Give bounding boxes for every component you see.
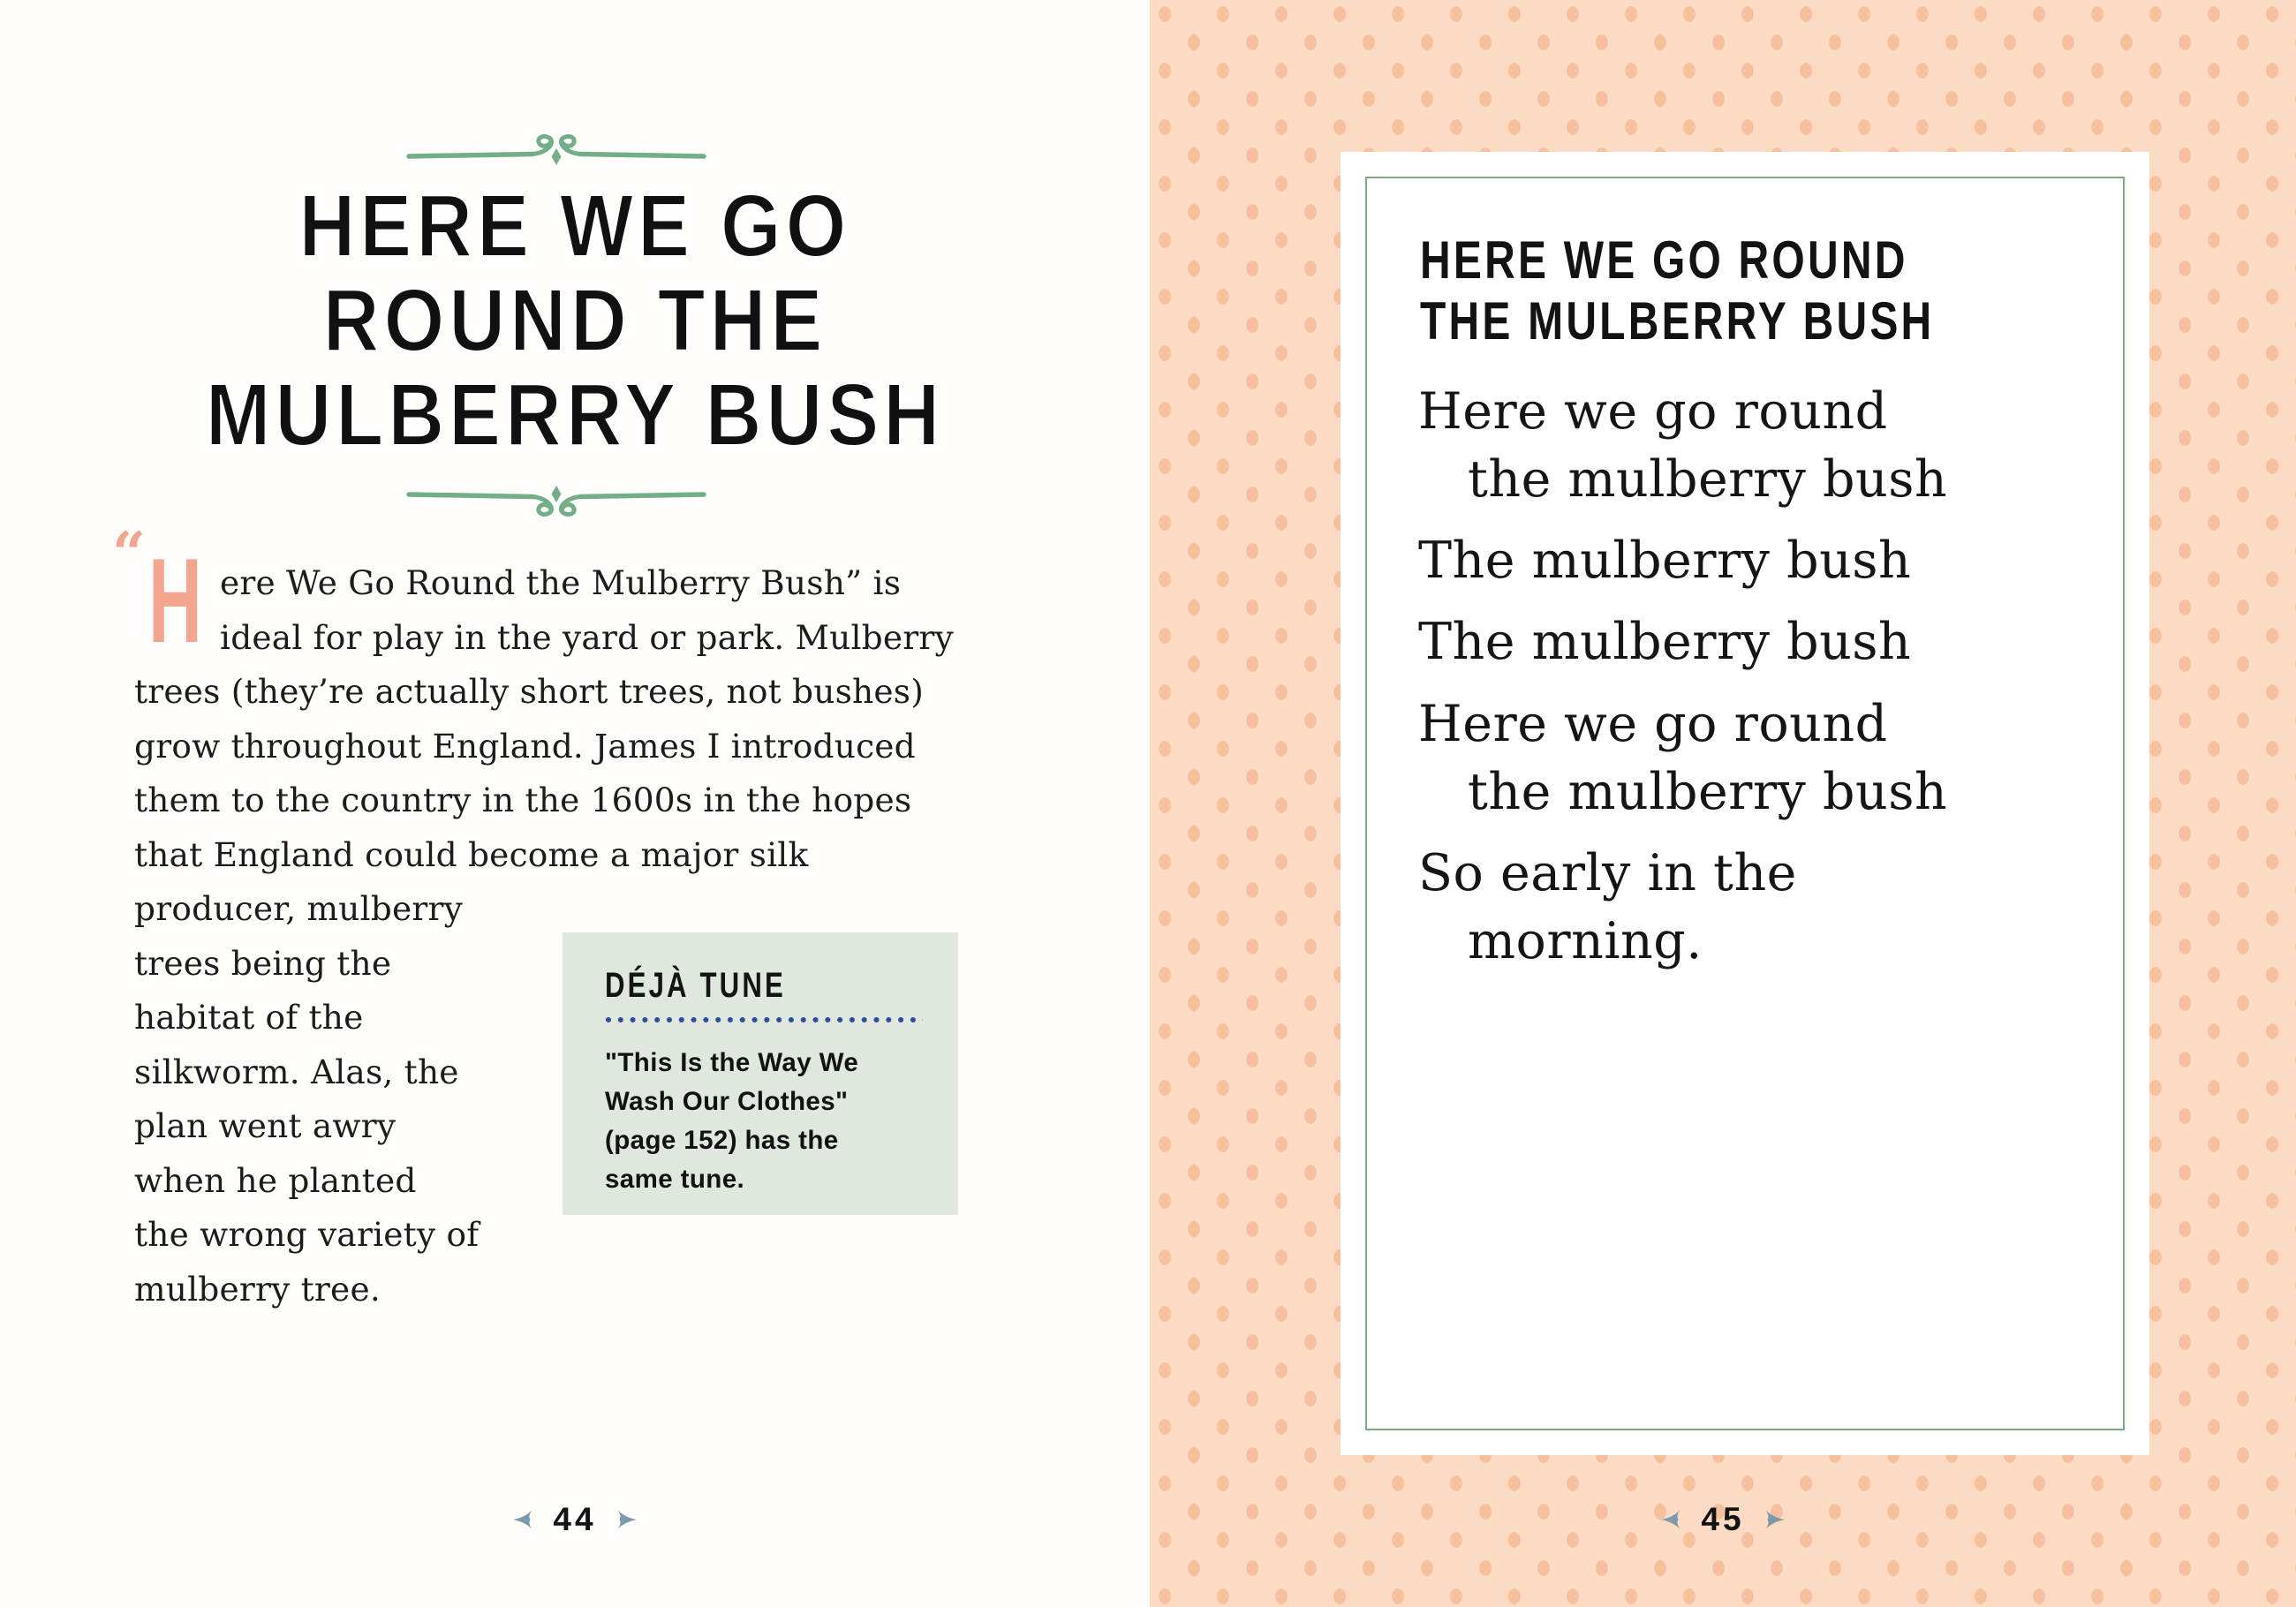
deja-tune-line: (page 152) has the bbox=[605, 1126, 839, 1155]
right-arrow-icon bbox=[613, 1510, 637, 1529]
flourish-ornament-top bbox=[402, 130, 711, 170]
chapter-title-line-3: MULBERRY BUSH bbox=[205, 366, 945, 464]
deja-tune-note bbox=[605, 1044, 923, 1199]
lyric-heading-line-2: THE MULBERRY BUSH bbox=[1420, 291, 1935, 351]
body-line: ere We Go Round the Mulberry Bush” is bbox=[220, 563, 902, 602]
opening-quote-mark: “ bbox=[112, 519, 146, 588]
body-line: when he planted bbox=[134, 1160, 417, 1200]
lyric-line: So early in the bbox=[1418, 844, 1797, 902]
body-line: them to the country in the 1600s in the hopes bbox=[134, 781, 912, 819]
deja-tune-line: Wash Our Clothes" bbox=[605, 1087, 849, 1116]
body-line: grow throughout England. James I introduced bbox=[134, 726, 916, 766]
lyric-line: the mulberry bush bbox=[1468, 763, 1948, 821]
lyric-line: Here we go round bbox=[1418, 382, 1888, 441]
deja-tune-heading: DÉJÀ TUNE bbox=[605, 966, 786, 1005]
lyric-stanza-line bbox=[1418, 690, 1947, 826]
lyric-line: The mulberry bush bbox=[1418, 532, 1912, 590]
flourish-ornament-bottom bbox=[402, 480, 711, 521]
body-line: trees (they’re actually short trees, not bushes) bbox=[134, 672, 925, 711]
deja-tune-line: "This Is the Way We bbox=[605, 1048, 859, 1077]
deja-tune-line: same tune. bbox=[605, 1165, 745, 1194]
dotted-rule bbox=[605, 1015, 923, 1024]
deja-tune-sidebar bbox=[563, 932, 958, 1215]
lyric-line: morning. bbox=[1468, 912, 1703, 970]
lyric-line: The mulberry bush bbox=[1418, 613, 1912, 671]
chapter-title bbox=[0, 179, 1150, 463]
lyric-stanza-line bbox=[1418, 608, 1947, 676]
body-line: trees being the bbox=[134, 943, 392, 983]
body-line: ideal for play in the yard or park. Mulberry bbox=[220, 617, 954, 657]
lyric-heading-line-1: HERE WE GO ROUND bbox=[1420, 230, 1908, 290]
chapter-title-line-1: HERE WE GO bbox=[298, 177, 851, 275]
drop-cap: H bbox=[148, 533, 202, 668]
chapter-title-line-2: ROUND THE bbox=[322, 271, 827, 370]
body-line: producer, mulberry bbox=[134, 889, 464, 928]
right-folio bbox=[1150, 1501, 2296, 1538]
lyric-stanza-line bbox=[1418, 840, 1947, 976]
lyrics bbox=[1418, 378, 1947, 989]
right-arrow-icon bbox=[1761, 1510, 1785, 1529]
lyric-card-heading bbox=[1420, 230, 2063, 351]
left-arrow-icon bbox=[1661, 1510, 1685, 1529]
lyric-line: Here we go round bbox=[1418, 695, 1888, 753]
body-line: silkworm. Alas, the bbox=[134, 1052, 459, 1091]
lyric-stanza-line bbox=[1418, 527, 1947, 595]
lyric-stanza-line bbox=[1418, 378, 1947, 514]
body-line: that England could become a major silk bbox=[134, 834, 809, 874]
lyric-card bbox=[1341, 152, 2149, 1455]
body-line: mulberry tree. bbox=[134, 1269, 381, 1309]
left-arrow-icon bbox=[513, 1510, 537, 1529]
body-line: habitat of the bbox=[134, 998, 364, 1037]
page-number: 44 bbox=[553, 1501, 597, 1537]
body-line: plan went awry bbox=[134, 1106, 397, 1145]
lyric-line: the mulberry bush bbox=[1468, 450, 1948, 509]
right-page bbox=[1150, 0, 2296, 1607]
body-line: the wrong variety of bbox=[134, 1215, 480, 1254]
left-folio bbox=[0, 1501, 1150, 1538]
page-number: 45 bbox=[1701, 1501, 1745, 1537]
